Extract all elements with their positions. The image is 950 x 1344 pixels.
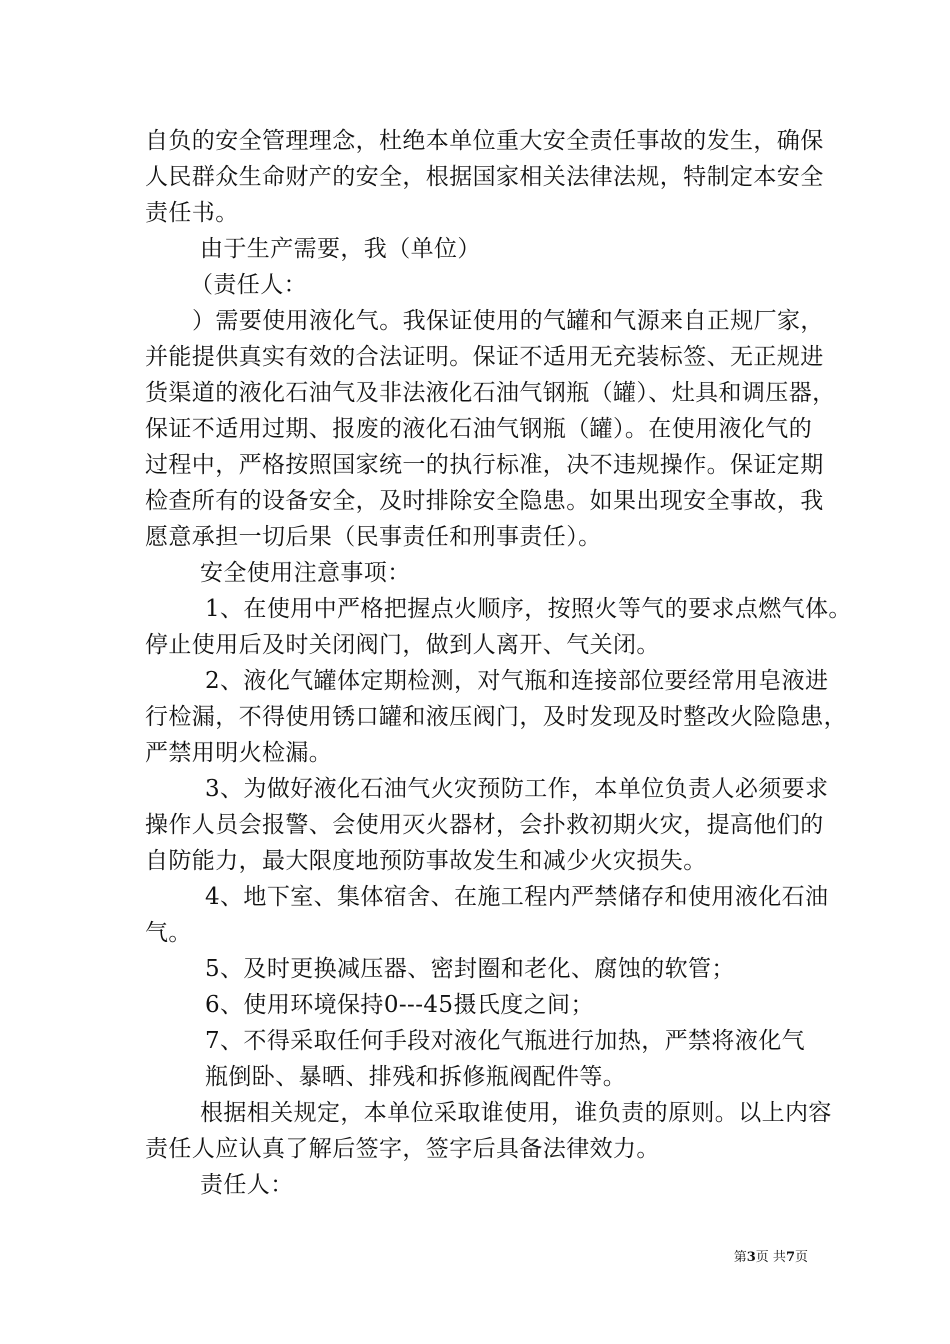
text-line: 5、及时更换减压器、密封圈和老化、腐蚀的软管； (205, 956, 735, 982)
page-footer (0, 1249, 808, 1267)
section-heading: 安全使用注意事项： (200, 560, 411, 586)
footer-prefix: 第 (733, 1250, 747, 1265)
text-line: 行检漏，不得使用锈口罐和液压阀门，及时发现及时整改火险隐患， (145, 704, 847, 730)
text-line: 责任书。 (145, 200, 239, 226)
text-line: 3、为做好液化石油气火灾预防工作，本单位负责人必须要求 (205, 776, 829, 802)
text-line: 7、不得采取任何手段对液化气瓶进行加热，严禁将液化气 (205, 1028, 806, 1054)
total-pages-number: 7 (785, 1250, 795, 1265)
text-line: 2、液化气罐体定期检测，对气瓶和连接部位要经常用皂液进 (205, 668, 829, 694)
text-line: ）需要使用液化气。我保证使用的气罐和气源来自正规厂家， (192, 308, 824, 334)
text-line: 操作人员会报警、会使用灭火器材，会扑救初期火灾，提高他们的 (145, 812, 824, 838)
text-line: 1、在使用中严格把握点火顺序，按照火等气的要求点燃气体。 (205, 596, 852, 622)
text-line: 保证不适用过期、报废的液化石油气钢瓶（罐）。在使用液化气的 (145, 416, 813, 442)
text-line: 检查所有的设备安全，及时排除安全隐患。如果出现安全事故，我 (145, 488, 824, 514)
text-line: 气。 (145, 920, 192, 946)
text-line: 责任人应认真了解后签字，签字后具备法律效力。 (145, 1136, 660, 1162)
text-line: 货渠道的液化石油气及非法液化石油气钢瓶（罐）、灶具和调压器， (145, 380, 836, 406)
text-line: 根据相关规定，本单位采取谁使用，谁负责的原则。以上内容 (200, 1100, 832, 1126)
current-page-number: 3 (746, 1250, 756, 1265)
text-line: 愿意承担一切后果（民事责任和刑事责任）。 (145, 524, 602, 550)
text-line: 6、使用环境保持0---45摄氏度之间； (205, 992, 594, 1018)
signature-label: 责任人： (200, 1172, 294, 1198)
text-line: 由于生产需要，我（单位） (200, 236, 481, 262)
footer-middle: 页 共 (755, 1250, 786, 1265)
text-line: 停止使用后及时关闭阀门，做到人离开、气关闭。 (145, 632, 660, 658)
text-line: 自防能力，最大限度地预防事故发生和减少火灾损失。 (145, 848, 707, 874)
text-line: 严禁用明火检漏。 (145, 740, 333, 766)
text-line: 自负的安全管理理念，杜绝本单位重大安全责任事故的发生，确保 (145, 128, 824, 154)
text-line: （责任人： (190, 272, 307, 298)
text-line: 并能提供真实有效的合法证明。保证不适用无充装标签、无正规进 (145, 344, 824, 370)
text-line: 瓶倒卧、暴晒、排残和拆修瓶阀配件等。 (205, 1064, 627, 1090)
text-line: 4、地下室、集体宿舍、在施工程内严禁储存和使用液化石油 (205, 884, 829, 910)
text-line: 人民群众生命财产的安全，根据国家相关法律法规，特制定本安全 (145, 164, 824, 190)
footer-suffix: 页 (794, 1250, 808, 1265)
text-line: 过程中，严格按照国家统一的执行标准，决不违规操作。保证定期 (145, 452, 824, 478)
